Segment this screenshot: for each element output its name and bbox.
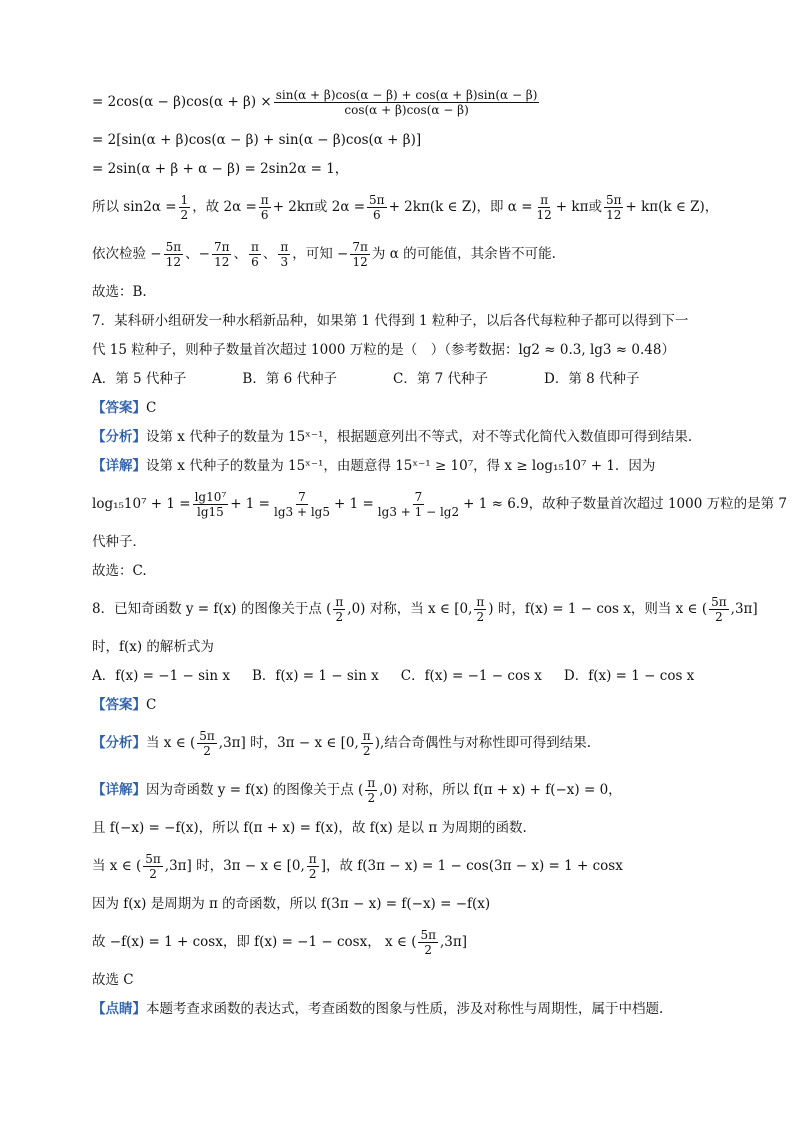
q7-detail-2: log₁₅10⁷ + 1 = $\frac{\text{lg10⁷}}{\lg 15}$ + 1 = $\frac{7}{\lg 3 + \lg 5}$ + 1 = $\frac{7}{\lg 3 + 1 - \lg 2}$ + 1 ≈ 6.9，故种子数量首次超过 1000 万粒的是第 7 (92, 489, 787, 519)
q8-comment: 【点睛】本题考查求函数的表达式，考查函数的图象与性质，涉及对称性与周期性，属于中档题. (92, 1001, 664, 1017)
q8-option-b: B．f(x) = 1 − sin x (251, 668, 379, 684)
q8-select: 故选 C (92, 972, 134, 988)
select-line: 故选：B. (92, 284, 147, 300)
q7-options (92, 368, 704, 390)
q7-stem-1: 7．某科研小组研发一种水稻新品种，如果第 1 代得到 1 粒种子，以后各代每粒种子都可以得到下一 (92, 313, 689, 329)
q8-answer: 【答案】C (92, 697, 157, 713)
q8-detail-5: 故 −f(x) = 1 + cosx，即 f(x) = −1 − cosx， x ∈ ( $\frac{5\pi}{2}$ ,3π] (92, 927, 468, 957)
q8-detail-4: 因为 f(x) 是周期为 π 的奇函数，所以 f(3π − x) = f(−x) = −f(x) (92, 896, 491, 912)
q8-option-a: A．f(x) = −1 − sin x (92, 668, 230, 684)
q8-stem-2: 时，f(x) 的解析式为 (92, 639, 214, 655)
step-line-4: 所以 sin2α = $\frac{1}{2}$ ，故 2α = $\frac{\pi}{6}$ + 2kπ或 2α = $\frac{5\pi}{6}$ + 2kπ(k ∈ Z)，即 α = $\frac{\pi}{12}$ + kπ或 $\frac{5\pi}{12}$ + kπ(k ∈ Z)， (92, 192, 719, 222)
q8-stem-1: 8．已知奇函数 y = f(x) 的图像关于点 ( $\frac{\pi}{2}$ ,0) 对称，当 x ∈ [0, $\frac{\pi}{2}$ ) 时，f(x) = 1 − cos x，则当 x ∈ ( $\frac{5\pi}{2}$ ,3π] (92, 594, 758, 624)
q8-detail-1: 【详解】 因为奇函数 y = f(x) 的图像关于点 ( $\frac{\pi}{2}$ ,0) 对称，所以 f(π + x) + f(−x) = 0， (92, 775, 622, 805)
document-page (92, 72, 787, 1027)
q7-option-d: D．第 8 代种子 (544, 371, 640, 387)
q7-option-c: C．第 7 代种子 (393, 371, 489, 387)
q8-detail-3: 当 x ∈ ( $\frac{5\pi}{2}$ ,3π] 时，3π − x ∈ [0, $\frac{\pi}{2}$ ]，故 f(3π − x) = 1 − cos(3π − x) = 1 + cosx (92, 851, 623, 881)
q7-answer: 【答案】C (92, 400, 157, 416)
q8-analysis: 【分析】 当 x ∈ ( $\frac{5\pi}{2}$ ,3π] 时，3π − x ∈ [0, $\frac{\pi}{2}$ ),结合奇偶性与对称性即可得到结果. (92, 728, 592, 758)
q7-detail-3: 代种子． (92, 534, 146, 550)
fraction: $\frac{\sin(\alpha + \beta)\cos(\alpha - \beta) + \cos(\alpha + \beta)\sin(\alpha - \beta)}{\cos(\alpha + \beta)\cos(\alpha - \beta)}$ (275, 87, 538, 117)
step-line-5: 依次检验 − $\frac{5\pi}{12}$ 、− $\frac{7\pi}{12}$ 、 $\frac{\pi}{6}$ 、 $\frac{\pi}{3}$ ，可知 − $\frac{7\pi}{12}$ 为 α 的可能值，其余皆不可能. (92, 239, 556, 269)
q8-options (92, 665, 704, 687)
q7-stem-2: 代 15 粒种子，则种子数量首次超过 1000 万粒的是（ ）（参考数据：lg2 ≈ 0.3, lg3 ≈ 0.48） (92, 342, 675, 358)
q7-select: 故选：C. (92, 563, 147, 579)
q8-detail-2: 且 f(−x) = −f(x)，所以 f(π + x) = f(x)，故 f(x) 是以 π 为周期的函数. (92, 820, 527, 836)
step-line-1: = 2cos(α − β)cos(α + β) × $\frac{\sin(\alpha + \beta)\cos(\alpha - \beta) + \cos(\alpha + \beta)\sin(\alpha - \beta)}{\cos(\alpha + \beta)\cos(\alpha - \beta)}$ (92, 87, 538, 117)
step-line-2: = 2[sin(α + β)cos(α − β) + sin(α − β)cos(α + β)] (92, 132, 422, 148)
q8-option-c: C．f(x) = −1 − cos x (400, 668, 542, 684)
step-line-3: = 2sin(α + β + α − β) = 2sin2α = 1， (92, 161, 349, 177)
q7-analysis: 【分析】设第 x 代种子的数量为 15ˣ⁻¹，根据题意列出不等式，对不等式化简代入数值即可得到结果. (92, 429, 693, 445)
q7-option-b: B．第 6 代种子 (242, 371, 338, 387)
q7-detail-1: 【详解】设第 x 代种子的数量为 15ˣ⁻¹，由题意得 15ˣ⁻¹ ≥ 10⁷，得 x ≥ log₁₅10⁷ + 1．因为 (92, 458, 656, 474)
q7-option-a: A．第 5 代种子 (92, 371, 187, 387)
q8-option-d: D．f(x) = 1 − cos x (563, 668, 695, 684)
